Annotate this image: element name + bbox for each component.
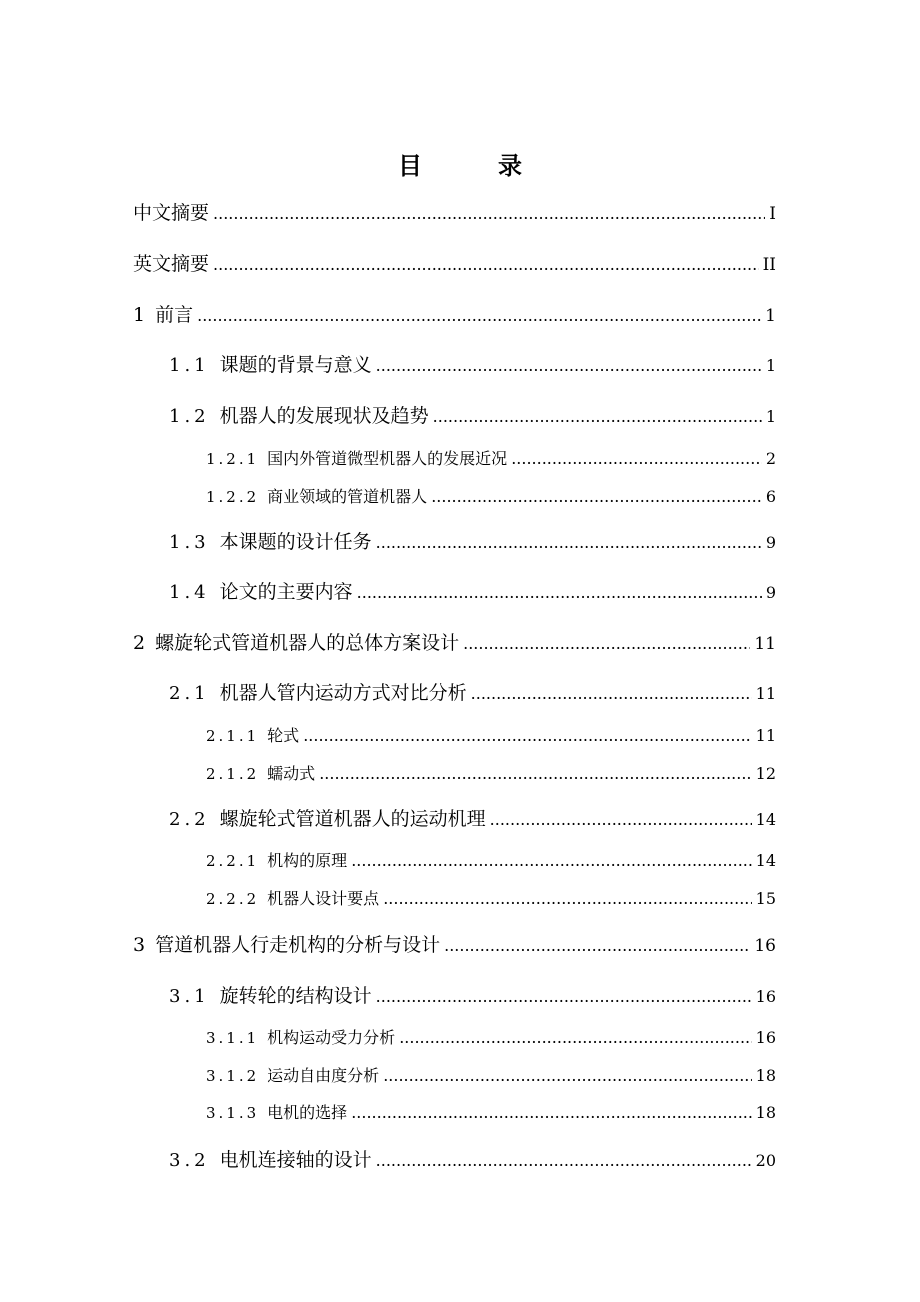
toc-leader-dots: [376, 1151, 752, 1170]
toc-leader-dots: [383, 1066, 751, 1085]
toc-entry-number: 2.2.2: [206, 890, 260, 908]
toc-entry-number: 2.1: [169, 683, 210, 704]
toc-entry-page: 11: [754, 634, 776, 654]
toc-entry-number: 2.1.2: [206, 765, 260, 783]
toc-entry[interactable]: [169, 350, 776, 377]
toc-leader-dots: [431, 487, 762, 506]
toc-entry-text: 本课题的设计任务: [219, 531, 372, 553]
toc-entry-page: 16: [755, 1028, 776, 1047]
toc-entry[interactable]: [206, 886, 776, 909]
toc-entry-number: 2.2: [169, 809, 210, 830]
toc-entry-text: 机构运动受力分析: [267, 1028, 396, 1047]
toc-entry-text: 机器人管内运动方式对比分析: [219, 682, 467, 704]
toc-entry-text: 轮式: [267, 726, 300, 745]
toc-entry[interactable]: [206, 484, 776, 507]
toc-entry-number: 3.1.2: [206, 1067, 260, 1085]
toc-entry[interactable]: [169, 1145, 776, 1172]
toc-entry-text: 电机的选择: [267, 1103, 348, 1122]
toc-entry-page: 11: [755, 684, 776, 703]
toc-entry-number: 1.2.2: [206, 488, 260, 506]
toc-entry[interactable]: [206, 1063, 776, 1086]
toc-entry-number: 3.1.1: [206, 1029, 260, 1047]
toc-entry-number: 3: [133, 934, 146, 956]
toc-entry[interactable]: [133, 198, 776, 225]
toc-entry-number: 1: [133, 304, 146, 326]
toc-entry[interactable]: [169, 577, 776, 604]
toc-entry-text: 论文的主要内容: [219, 581, 353, 603]
toc-leader-dots: [471, 684, 752, 703]
toc-entry[interactable]: [206, 1100, 776, 1123]
toc-entry[interactable]: [169, 527, 776, 554]
toc-leader-dots: [351, 851, 751, 870]
toc-entry-page: 1: [765, 356, 776, 375]
toc-entry-page: 9: [765, 533, 776, 552]
toc-leader-dots: [303, 726, 751, 745]
toc-entry-text: 中文摘要: [133, 202, 210, 224]
toc-entry-text: 旋转轮的结构设计: [219, 985, 372, 1007]
toc-entry[interactable]: [206, 446, 776, 469]
toc-entry-text: 机构的原理: [267, 851, 348, 870]
toc-entry-number: 3.1.3: [206, 1104, 260, 1122]
toc-leader-dots: [433, 407, 762, 426]
toc-entry[interactable]: [206, 761, 776, 784]
toc-entry-text: 机器人的发展现状及趋势: [219, 405, 429, 427]
toc-entry-page: 18: [755, 1066, 776, 1085]
toc-entry-page: 15: [755, 889, 776, 908]
toc-entry-page: 14: [755, 810, 776, 829]
toc-entry-text: 商业领域的管道机器人: [267, 487, 428, 506]
page-title: 目 录: [398, 152, 548, 180]
toc-entry-text: 管道机器人行走机构的分析与设计: [155, 934, 441, 956]
toc-entry-number: 3.2: [169, 1150, 210, 1171]
toc-entry-text: 螺旋轮式管道机器人的总体方案设计: [155, 632, 460, 654]
toc-leader-dots: [399, 1028, 751, 1047]
toc-leader-dots: [463, 634, 750, 653]
toc-entry-page: 12: [755, 764, 776, 783]
toc-entry-number: 1.2.1: [206, 450, 260, 468]
toc-entry[interactable]: [169, 678, 776, 705]
toc-entry-number: 3.1: [169, 986, 210, 1007]
toc-entry-number: 1.1: [169, 355, 210, 376]
toc-entry-text: 国内外管道微型机器人的发展近况: [267, 449, 508, 468]
toc-entry-page: 1: [765, 407, 776, 426]
toc-leader-dots: [444, 936, 750, 955]
toc-leader-dots: [490, 810, 752, 829]
toc-entry-page: 14: [755, 851, 776, 870]
toc-entry[interactable]: [133, 300, 776, 327]
toc-leader-dots: [383, 889, 751, 908]
toc-leader-dots: [376, 533, 762, 552]
toc-entry-text: 英文摘要: [133, 253, 210, 275]
toc-entry-text: 蠕动式: [267, 764, 316, 783]
toc-entry-page: I: [769, 204, 776, 224]
toc-entry[interactable]: [169, 981, 776, 1008]
toc-entry-number: 2.2.1: [206, 852, 260, 870]
toc-entry-page: 20: [755, 1151, 776, 1170]
toc-leader-dots: [351, 1103, 751, 1122]
toc-leader-dots: [376, 987, 752, 1006]
toc-leader-dots: [511, 449, 762, 468]
toc-entry-page: 18: [755, 1103, 776, 1122]
toc-entry-page: 2: [765, 449, 776, 468]
toc-entry-page: 1: [765, 306, 776, 326]
toc-entry-number: 2.1.1: [206, 727, 260, 745]
toc-entry-page: 16: [755, 987, 776, 1006]
toc-leader-dots: [319, 764, 751, 783]
toc-leader-dots: [197, 306, 761, 325]
toc-entry-text: 运动自由度分析: [267, 1066, 380, 1085]
toc-entry[interactable]: [133, 930, 776, 957]
toc-entry-page: 11: [755, 726, 776, 745]
toc-entry-page: 9: [765, 583, 776, 602]
toc-leader-dots: [213, 204, 765, 223]
toc-leader-dots: [357, 583, 762, 602]
toc-entry-text: 课题的背景与意义: [219, 354, 372, 376]
toc-entry[interactable]: [206, 1025, 776, 1048]
toc-entry-page: 6: [765, 487, 776, 506]
toc-entry-page: 16: [754, 936, 776, 956]
toc-entry-text: 电机连接轴的设计: [219, 1149, 372, 1171]
toc-entry[interactable]: [169, 401, 776, 428]
toc-entry-number: 1.4: [169, 582, 210, 603]
toc-entry-number: 1.3: [169, 532, 210, 553]
toc-entry[interactable]: [133, 249, 776, 276]
toc-entry[interactable]: [169, 804, 776, 831]
toc-entry-text: 螺旋轮式管道机器人的运动机理: [219, 808, 486, 830]
toc-entry[interactable]: [206, 723, 776, 746]
toc-entry-page: II: [762, 255, 776, 275]
toc-leader-dots: [213, 255, 759, 274]
toc-entry[interactable]: [206, 848, 776, 871]
toc-leader-dots: [376, 356, 762, 375]
toc-entry-number: 1.2: [169, 406, 210, 427]
toc-entry-number: 2: [133, 632, 146, 654]
toc-entry-text: 机器人设计要点: [267, 889, 380, 908]
toc-entry-text: 前言: [155, 304, 194, 326]
toc-entry[interactable]: [133, 628, 776, 655]
